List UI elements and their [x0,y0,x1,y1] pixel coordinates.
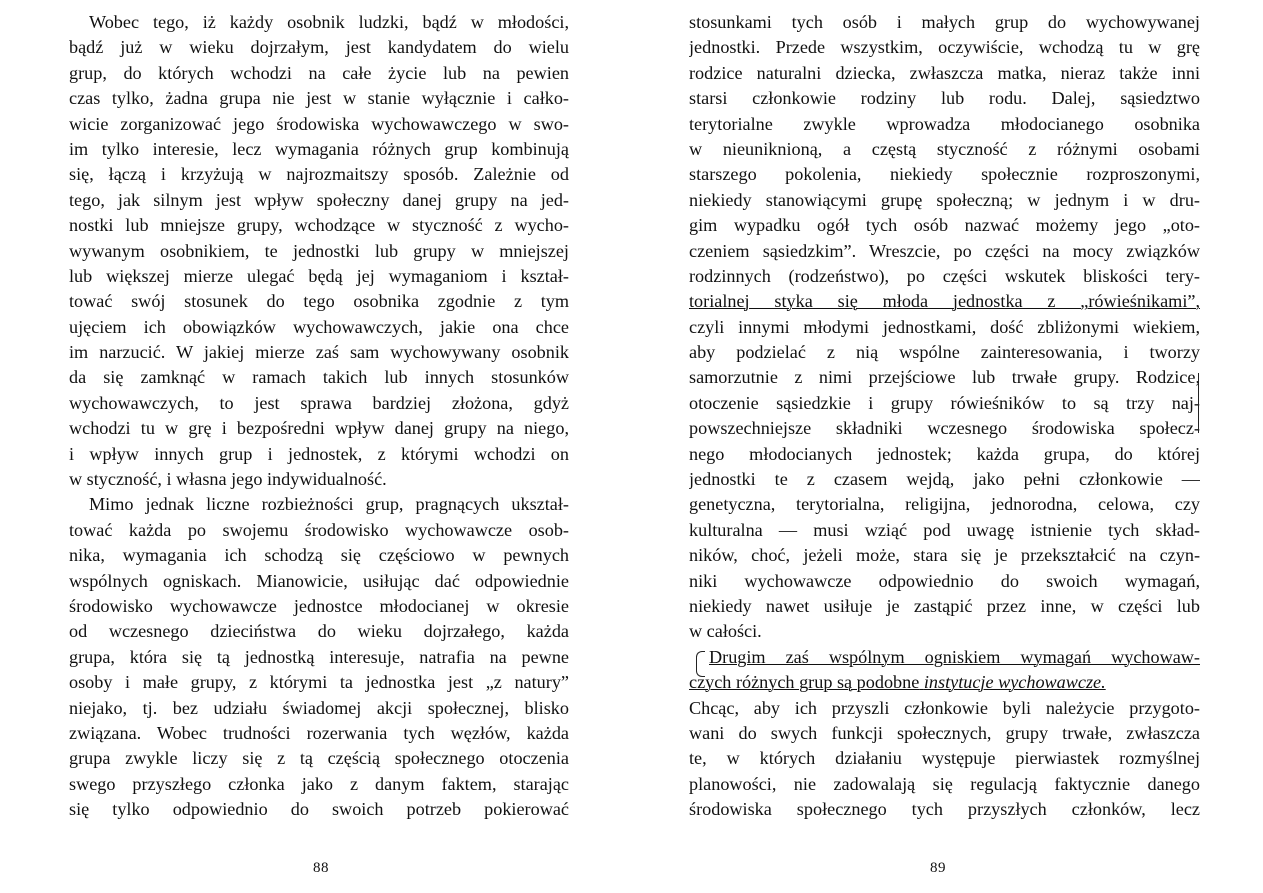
text-line-underlined: torialnej styka się młoda jednostka z „rówieśnikami”, [689,291,1200,312]
text-line: i wpływ innych grup i jednostek, z którymi wchodzi on [69,443,569,464]
text-line: w nieuniknioną, a częstą styczność z różnymi osobami [689,138,1200,159]
text-line: stosunkami tych osób i małych grup do wychowywanej [689,12,1200,32]
text-line: im tylko interesie, lecz wymagania różnych grup kombinują [69,138,569,159]
text-line: grupa zwykle liczy się z tą częścią społecznego otoczenia [69,748,569,769]
text-line: swego przyszłego członka jako z danym faktem, starając [69,773,569,794]
text-line: tować każda po swojemu środowisko wychowawcze osob- [69,519,569,540]
italic-term: instytucje wychowawcze. [923,672,1106,693]
text-line: wywanym osobnikiem, te jednostki lub grupy w mniejszej [69,240,569,261]
text-line: rodzinnych (rodzeństwo), po części wskutek bliskości tery- [689,265,1200,286]
text-line: tować swój stosunek do tego osobnika zgodnie z tym [69,291,569,312]
text-line: nika, wymagania ich schodzą się częściowo w pewnych [69,545,569,566]
text-line: wspólnych ogniskach. Mianowicie, usiłując dać odpowiednie [69,570,569,591]
text-line: grup, do których wchodzi na całe życie lub na pewien [69,62,569,83]
margin-line-annotation [1198,373,1201,433]
text-line: środowiska społecznego tych przyszłych członków, lecz [689,799,1200,820]
text-line: samorzutnie z nimi przejściowe lub trwałe grupy. Rodzice, [689,367,1200,388]
text-line: starszego pokolenia, niekiedy społecznie rozproszonymi, [689,164,1200,185]
text-line: wychowawczych, to jest sprawa bardziej złożona, gdyż [69,392,569,413]
text-fragment: czych różnych grup są podobne [689,672,920,693]
text-line-underlined [689,670,1200,695]
text-line: jednostki. Przede wszystkim, oczywiście, wchodzą tu w grę [689,37,1200,58]
text-line: powszechniejsze składniki wczesnego środowiska społecz- [689,418,1200,439]
page-number: 89 [930,860,946,876]
text-line: terytorialne zwykle wprowadza młodocianego osobnika [689,113,1200,134]
text-line: związana. Wobec trudności rozerwania tych węzłów, każda [69,722,569,743]
text-line: lub większej mierze ulegać będą jej wymaganiom i kształ- [69,265,569,286]
text-line: planowości, nie zadowalają się regulacją faktycznie danego [689,773,1200,794]
text-line: w styczność, i własna jego indywidualność. [69,469,387,490]
text-line: czyli innymi młodymi jednostkami, dość zbliżonymi wiekiem, [689,316,1200,337]
text-line: ujęciem ich obowiązków wychowawczych, jakie ona chce [69,316,569,337]
left-page [69,10,569,823]
text-line: czas tylko, żadna grupa nie jest w stanie wyłącznie i całko- [69,88,569,109]
text-line: nego młodocianych jednostek; każda grupa, do której [689,443,1200,464]
text-line: rodzice naturalni dziecka, zwłaszcza matka, nieraz także inni [689,62,1200,83]
text-line: otoczenie sąsiedzkie i grupy rówieśników to są trzy naj- [689,392,1200,413]
text-line: genetyczna, terytorialna, religijna, jednorodna, celowa, czy [689,494,1200,515]
text-line: niekiedy stanowiącymi grupę społeczną; w jednym i w dru- [689,189,1200,210]
text-line: kulturalna — musi wziąć pod uwagę istnienie tych skład- [689,519,1200,540]
text-line: grupa, która się tą jednostką interesuje, natrafia na pewne [69,646,569,667]
text-line: ników, choć, jeżeli może, stara się je przekształcić na czyn- [689,545,1200,566]
text-line: gim wypadku ogół tych osób nazwać możemy jego „oto- [689,215,1200,236]
text-line: jednostki te z czasem wejdą, jako pełni członkowie — [689,469,1200,490]
text-line-underlined: Drugim zaś wspólnym ogniskiem wymagań wychowaw- [709,646,1200,667]
text-line: bądź już w wieku dojrzałym, jest kandydatem do wielu [69,37,569,58]
text-line: wicie zorganizować jego środowiska wychowawczego w swo- [69,113,569,134]
text-line: środowisko wychowawcze jednostce młodocianej w okresie [69,595,569,616]
text-line: niejako, tj. bez udziału świadomej akcji społecznej, blisko [69,697,569,718]
text-line: wchodzi tu w grę i bezpośredni wpływ danej grupy na niego, [69,418,569,439]
text-line: te, w których działaniu występuje pierwiastek rozmyślnej [689,748,1200,769]
text-line: da się zamknąć w ramach takich lub innych stosunków [69,367,569,388]
text-line: niekiedy nawet usiłuje je zastąpić przez inne, w części lub [689,595,1200,616]
text-line: wani do swych funkcji społecznych, grupy trwałe, zwłaszcza [689,722,1200,743]
text-line: Chcąc, aby ich przyszli członkowie byli należycie przygoto- [689,697,1200,718]
text-line: czeniem sąsiedzkim”. Wreszcie, po części na mocy związków [689,240,1200,261]
text-line: w całości. [689,621,762,642]
text-line: Wobec tego, iż każdy osobnik ludzki, bądź w młodości, [89,12,569,32]
text-line: niki wychowawcze odpowiednio do swoich wymagań, [689,570,1200,591]
text-line: nostki lub mniejsze grupy, wchodzące w styczność z wycho- [69,215,569,236]
text-line: Mimo jednak liczne rozbieżności grup, pragnących ukształ- [89,494,569,515]
text-line: starsi członkowie rodziny lub rodu. Dalej, sąsiedztwo [689,88,1200,109]
text-line: się, łączą i krzyżują w najrozmaitszy sposób. Zależnie od [69,164,569,185]
right-page [689,10,1200,823]
bracket-annotation [696,651,705,677]
text-line: aby podzielać z nią wspólne zainteresowania, i tworzy [689,342,1200,363]
page-number: 88 [313,860,329,876]
text-line: się tylko odpowiednio do swoich potrzeb pokierować [69,799,569,820]
text-line: im narzucić. W jakiej mierze zaś sam wychowywany osobnik [69,342,569,363]
text-line: tego, jak silnym jest wpływ społeczny danej grupy na jed- [69,189,569,210]
text-line: osoby i małe grupy, z którymi ta jednostka jest „z natury” [69,672,569,693]
text-line: od wczesnego dzieciństwa do wieku dojrzałego, każda [69,621,569,642]
